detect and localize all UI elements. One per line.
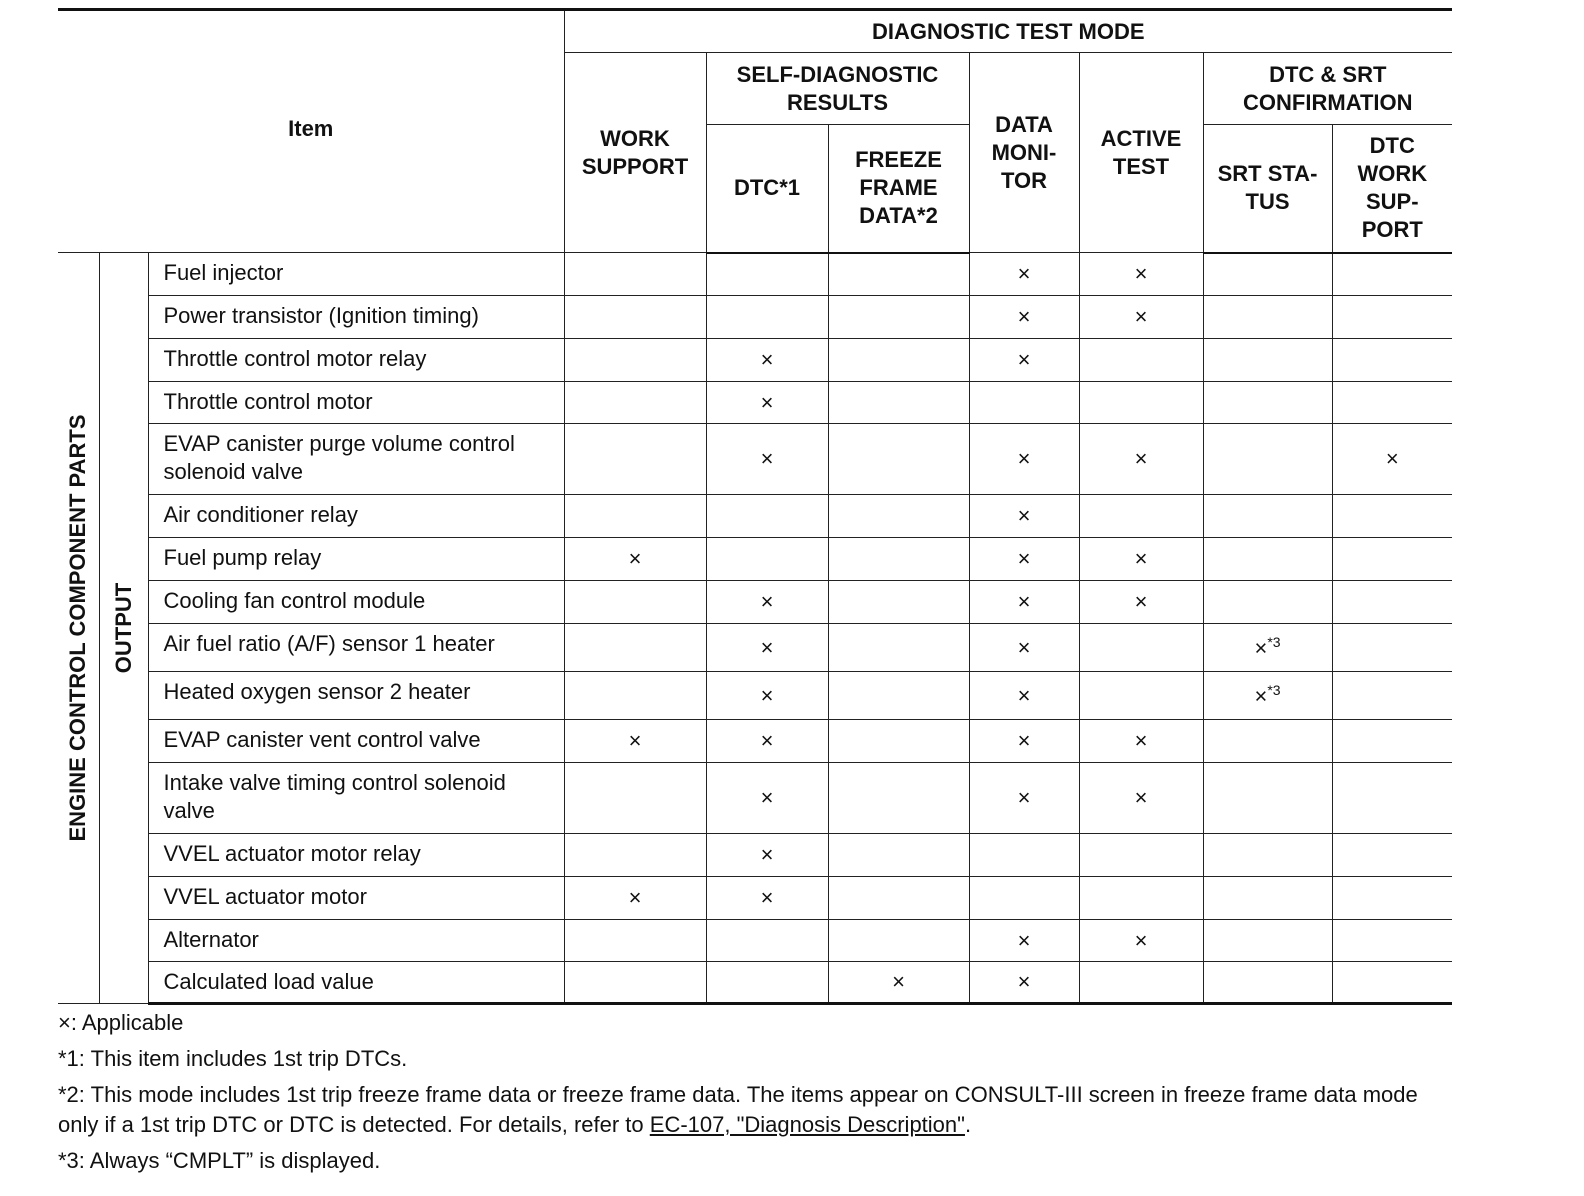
footnotes (58, 1008, 1452, 1182)
mark-cell (1332, 720, 1452, 763)
item-cell: Throttle control motor (148, 382, 564, 424)
item-cell: Alternator (148, 920, 564, 962)
mark-cell (706, 538, 828, 581)
mark-cell (828, 763, 969, 834)
mark-cell (1203, 672, 1332, 720)
mark-cell: × (706, 834, 828, 877)
mark-cell (828, 296, 969, 339)
mark-cell: × (969, 581, 1079, 624)
footnote-2-end: . (964, 1112, 972, 1137)
item-cell: EVAP canister vent control valve (148, 720, 564, 763)
item-cell: VVEL actuator motor (148, 877, 564, 920)
mark-cell (828, 834, 969, 877)
mark-cell (1203, 763, 1332, 834)
mark-cell: × (1079, 920, 1203, 962)
item-cell: Fuel injector (148, 253, 564, 296)
mark-cell (564, 624, 706, 672)
footnote-ref: *3 (1267, 633, 1281, 650)
item-cell: VVEL actuator motor relay (148, 834, 564, 877)
mark-cell (1332, 296, 1452, 339)
mark-cell (1332, 877, 1452, 920)
table-row (58, 424, 1452, 495)
active-test-header: ACTIVE TEST (1079, 53, 1203, 253)
mark-cell: × (706, 720, 828, 763)
mark-cell (1332, 538, 1452, 581)
mark-cell: × (1079, 424, 1203, 495)
mark-cell (1332, 382, 1452, 424)
mark-cell (1079, 624, 1203, 672)
mark-cell (1203, 495, 1332, 538)
mark-cell (564, 834, 706, 877)
mark-cell: × (706, 672, 828, 720)
table-row (58, 339, 1452, 382)
side-label-outer: ENGINE CONTROL COMPONENT PARTS (65, 414, 91, 842)
mark-cell (564, 253, 706, 296)
mark-cell (1203, 538, 1332, 581)
mark-cell (564, 424, 706, 495)
mark-cell (564, 581, 706, 624)
mark-cell (706, 495, 828, 538)
mark-cell: × (969, 763, 1079, 834)
mark-cell (828, 339, 969, 382)
table-row (58, 495, 1452, 538)
mark-cell (1203, 339, 1332, 382)
mark-cell (1203, 382, 1332, 424)
mark-cell (1332, 624, 1452, 672)
mark-cell: × (706, 382, 828, 424)
mark-cell (969, 834, 1079, 877)
item-cell: Air conditioner relay (148, 495, 564, 538)
diagnostic-mode-table (58, 8, 1452, 1005)
mark-cell (1079, 962, 1203, 1004)
applicable-mark: × (1254, 683, 1268, 709)
mark-cell: × (564, 538, 706, 581)
mark-cell (828, 253, 969, 296)
mark-cell (1332, 763, 1452, 834)
mark-cell: × (1079, 581, 1203, 624)
mark-cell: × (969, 672, 1079, 720)
item-cell: EVAP canister purge volume control solenoid valve (148, 424, 564, 495)
mark-cell (828, 382, 969, 424)
mark-cell: × (1079, 720, 1203, 763)
mark-cell (828, 720, 969, 763)
freeze-frame-data-header: FREEZE FRAME DATA*2 (828, 125, 969, 253)
mark-cell (1079, 495, 1203, 538)
mark-cell (1079, 672, 1203, 720)
mark-cell: × (1079, 296, 1203, 339)
item-cell: Air fuel ratio (A/F) sensor 1 heater (148, 624, 564, 672)
self-diagnostic-results-header: SELF-DIAGNOSTIC RESULTS (706, 53, 969, 125)
table-row (58, 877, 1452, 920)
work-support-header: WORK SUPPORT (564, 53, 706, 253)
srt-status-header: SRT STA- TUS (1203, 125, 1332, 253)
mark-cell: × (1079, 538, 1203, 581)
mark-cell (1203, 720, 1332, 763)
data-monitor-header: DATA MONI- TOR (969, 53, 1079, 253)
mark-cell (1332, 672, 1452, 720)
diagnosis-description-link[interactable]: EC-107, "Diagnosis Description" (649, 1112, 965, 1137)
mark-cell (1332, 253, 1452, 296)
footnote-ref: *3 (1267, 681, 1281, 698)
engine-control-component-parts-label (58, 253, 99, 1004)
mark-cell: × (564, 877, 706, 920)
item-cell: Fuel pump relay (148, 538, 564, 581)
mark-cell (1203, 253, 1332, 296)
mark-cell: × (706, 581, 828, 624)
item-cell: Intake valve timing control solenoid valve (148, 763, 564, 834)
mark-cell (1203, 962, 1332, 1004)
output-label (99, 253, 148, 1004)
mark-cell (1203, 877, 1332, 920)
mark-cell: × (969, 538, 1079, 581)
mark-cell (1332, 920, 1452, 962)
mark-cell (564, 495, 706, 538)
mark-cell (564, 920, 706, 962)
mark-cell (828, 672, 969, 720)
table-row (58, 763, 1452, 834)
mark-cell (1332, 834, 1452, 877)
mark-cell (564, 763, 706, 834)
mark-cell (1203, 834, 1332, 877)
mark-cell: × (1332, 424, 1452, 495)
mark-cell (1203, 296, 1332, 339)
dtc-header: DTC*1 (706, 125, 828, 253)
mark-cell (969, 877, 1079, 920)
mark-cell (1203, 424, 1332, 495)
table-row (58, 920, 1452, 962)
mark-cell: × (706, 424, 828, 495)
footnote-2 (58, 1080, 1452, 1140)
mark-cell (1332, 339, 1452, 382)
table-row (58, 253, 1452, 296)
mark-cell (828, 624, 969, 672)
mark-cell (1079, 339, 1203, 382)
mark-cell (828, 877, 969, 920)
mark-cell: × (969, 339, 1079, 382)
mark-cell: × (706, 339, 828, 382)
table-row (58, 962, 1452, 1004)
mark-cell (564, 296, 706, 339)
mark-cell: × (969, 920, 1079, 962)
mark-cell (1332, 581, 1452, 624)
mark-cell: × (706, 763, 828, 834)
mark-cell: × (828, 962, 969, 1004)
mark-cell (1332, 962, 1452, 1004)
mark-cell: × (706, 624, 828, 672)
mark-cell (706, 296, 828, 339)
item-cell: Calculated load value (148, 962, 564, 1004)
mark-cell: × (969, 962, 1079, 1004)
mark-cell (1079, 834, 1203, 877)
item-cell: Heated oxygen sensor 2 heater (148, 672, 564, 720)
mark-cell: × (706, 877, 828, 920)
mark-cell (706, 253, 828, 296)
mark-cell: × (969, 624, 1079, 672)
mark-cell (1203, 624, 1332, 672)
footnote-3: *3: Always “CMPLT” is displayed. (58, 1148, 381, 1173)
item-cell: Cooling fan control module (148, 581, 564, 624)
item-cell: Throttle control motor relay (148, 339, 564, 382)
table-row (58, 672, 1452, 720)
mark-cell (1203, 920, 1332, 962)
table-row (58, 296, 1452, 339)
mark-cell (706, 962, 828, 1004)
table-row (58, 581, 1452, 624)
footnote-1: *1: This item includes 1st trip DTCs. (58, 1046, 408, 1071)
mark-cell (564, 672, 706, 720)
mark-cell (1079, 877, 1203, 920)
mark-cell (828, 424, 969, 495)
mark-cell (564, 962, 706, 1004)
dtc-work-support-header: DTC WORK SUP- PORT (1332, 125, 1452, 253)
mark-cell: × (564, 720, 706, 763)
mark-cell (564, 339, 706, 382)
applicable-mark: × (1254, 635, 1268, 661)
footnote-2-text: *2: This mode includes 1st trip freeze frame data or freeze frame data. The items appear on CONSULT-III screen in freeze frame data mode only if a 1st trip DTC or DTC is detected. For details, refer to (58, 1082, 1418, 1137)
mark-cell (706, 920, 828, 962)
table-row (58, 624, 1452, 672)
mark-cell: × (969, 296, 1079, 339)
mark-cell: × (1079, 763, 1203, 834)
table-row (58, 720, 1452, 763)
mark-cell (564, 382, 706, 424)
item-header: Item (58, 10, 564, 253)
mark-cell (828, 581, 969, 624)
item-cell: Power transistor (Ignition timing) (148, 296, 564, 339)
mark-cell (1079, 382, 1203, 424)
mark-cell: × (969, 424, 1079, 495)
table-row (58, 834, 1452, 877)
mark-cell: × (969, 495, 1079, 538)
mark-cell (828, 495, 969, 538)
diagnostic-test-mode-header: DIAGNOSTIC TEST MODE (564, 10, 1452, 53)
mark-cell (1332, 495, 1452, 538)
mark-cell (828, 920, 969, 962)
dtc-srt-confirmation-header: DTC & SRT CONFIRMATION (1203, 53, 1452, 125)
table-row (58, 382, 1452, 424)
side-label-inner: OUTPUT (110, 582, 136, 674)
table-row (58, 538, 1452, 581)
mark-cell: × (1079, 253, 1203, 296)
legend-note: ×: Applicable (58, 1010, 184, 1035)
mark-cell: × (969, 253, 1079, 296)
mark-cell: × (969, 720, 1079, 763)
mark-cell (969, 382, 1079, 424)
mark-cell (828, 538, 969, 581)
mark-cell (1203, 581, 1332, 624)
